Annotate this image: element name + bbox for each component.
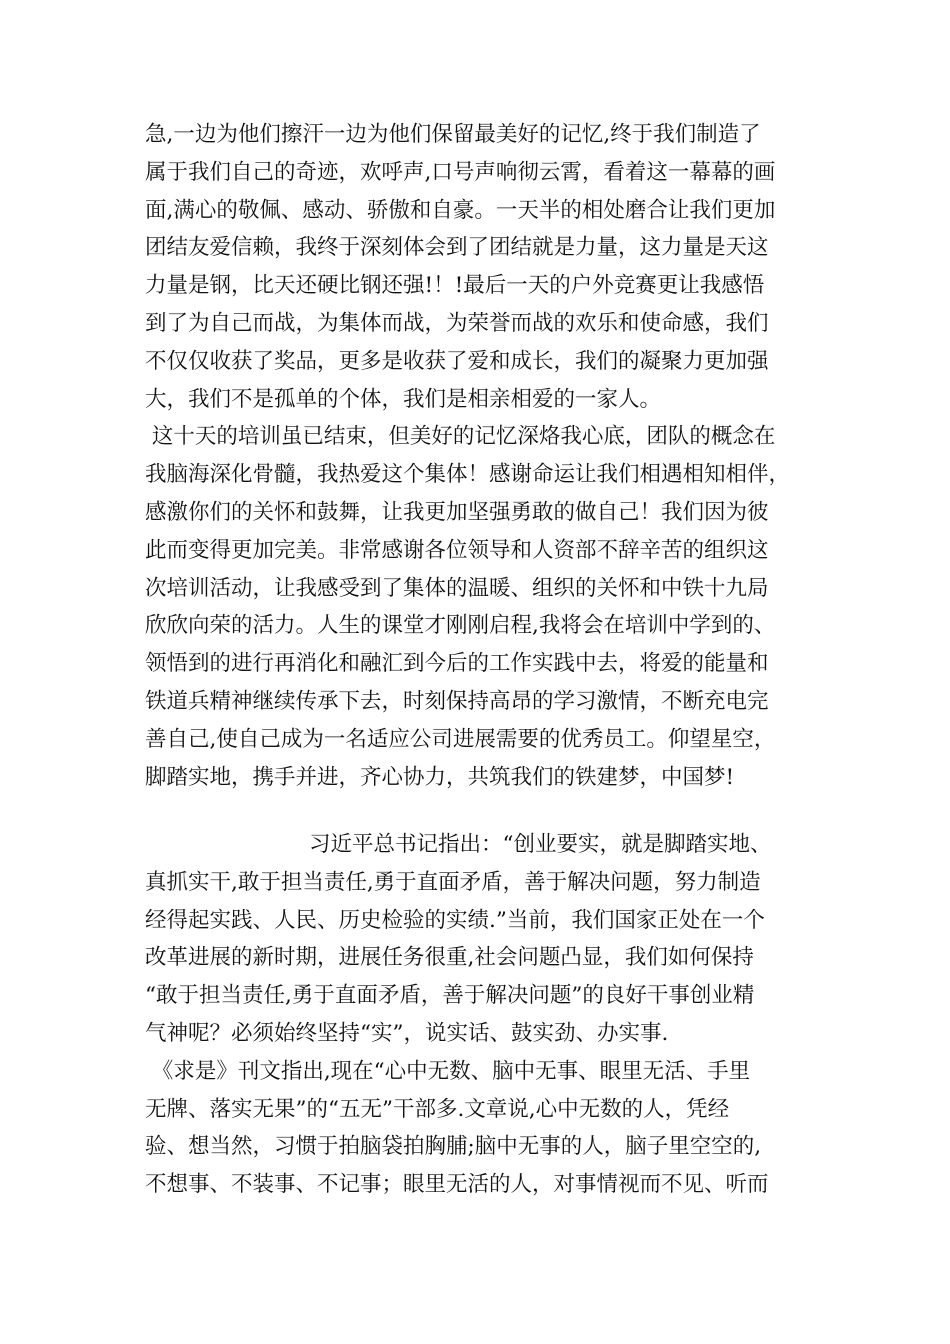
text-line: 气神呢？必须始终坚持“实”，说实话、鼓实劲、办实事. (145, 1020, 669, 1046)
text-line: 脚踏实地，携手并进，齐心协力，共筑我们的铁建梦，中国梦! (145, 764, 735, 790)
text-line: 次培训活动，让我感受到了集体的温暖、组织的关怀和中铁十九局 (145, 575, 769, 601)
text-line: 大，我们不是孤单的个体，我们是相亲相爱的一家人。 (145, 386, 662, 412)
text-line: 欣欣向荣的活力。人生的课堂才刚刚启程,我将会在培训中学到的、 (145, 613, 776, 639)
text-line: 团结友爱信赖，我终于深刻体会到了团结就是力量，这力量是天这 (145, 235, 769, 261)
text-line: 无牌、落实无果”的“五无”干部多.文章说,心中无数的人，凭经 (145, 1096, 730, 1122)
text-line: 验、想当然，习惯于拍脑袋拍胸脯;脑中无事的人，脑子里空空的, (145, 1134, 762, 1160)
text-line: 经得起实践、人民、历史检验的实绩.”当前，我们国家正处在一个 (145, 907, 765, 933)
text-line: 这十天的培训虽已结束，但美好的记忆深烙我心底，团队的概念在 (145, 424, 776, 450)
text-line: 此而变得更加完美。非常感谢各位领导和人资部不辞辛苦的组织这 (145, 537, 769, 563)
text-line: 属于我们自己的奇迹，欢呼声,口号声响彻云霄，看着这一幕幕的画 (145, 159, 776, 185)
text-line: 到了为自己而战，为集体而战，为荣誉而战的欢乐和使命感，我们 (145, 310, 769, 336)
text-line: 感激你们的关怀和鼓舞，让我更加坚强勇敢的做自己！我们因为彼 (145, 499, 769, 525)
text-line: 不想事、不装事、不记事；眼里无活的人，对事情视而不见、听而 (145, 1172, 769, 1198)
text-line: 领悟到的进行再消化和融汇到今后的工作实践中去，将爱的能量和 (145, 651, 769, 677)
text-line: 改革进展的新时期，进展任务很重,社会问题凸显，我们如何保持 (145, 945, 754, 971)
body-text-section-1 (145, 116, 825, 796)
text-line: 我脑海深化骨髓，我热爱这个集体！感谢命运让我们相遇相知相伴， (145, 462, 791, 488)
text-line: 铁道兵精神继续传承下去，时刻保持高昂的学习激情，不断充电完 (145, 688, 769, 714)
text-line: 面,满心的敬佩、感动、骄傲和自豪。一天半的相处磨合让我们更加 (145, 197, 776, 223)
body-text-section-2 (145, 826, 825, 1204)
text-line: 急,一边为他们擦汗一边为他们保留最美好的记忆,终于我们制造了 (145, 122, 761, 147)
text-line: 习近平总书记指出：“创业要实，就是脚踏实地、 (145, 832, 772, 857)
text-line: 力量是钢，比天还硬比钢还强!！!最后一天的户外竞赛更让我感悟 (145, 273, 765, 299)
text-line: 《求是》刊文指出,现在“心中无数、脑中无事、眼里无活、手里 (145, 1058, 751, 1084)
text-line: “敢于担当责任,勇于直面矛盾，善于解决问题”的良好干事创业精 (145, 983, 755, 1009)
text-line: 善自己,使自己成为一名适应公司进展需要的优秀员工。仰望星空， (145, 726, 776, 752)
text-line: 真抓实干,敢于担当责任,勇于直面矛盾，善于解决问题，努力制造 (145, 869, 761, 895)
text-line: 不仅仅收获了奖品，更多是收获了爱和成长，我们的凝聚力更加强 (145, 348, 769, 374)
